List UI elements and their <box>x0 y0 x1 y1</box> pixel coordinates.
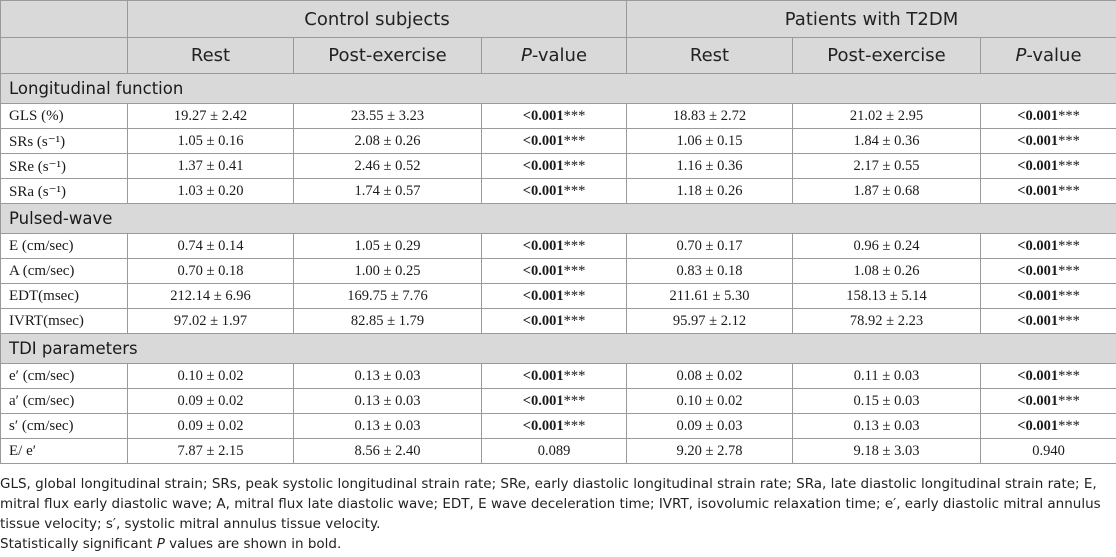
abbreviations-note: GLS, global longitudinal strain; SRs, peak systolic longitudinal strain rate; SRe, early diastolic longitudinal strain rate; SRa, late diastolic longitudinal strain rate; E, mitral flux early diastolic wave; A, mitral flux late diastolic wave; EDT, E wave deceleration time; IVRT, isovolumic relaxation time; e′, early diastolic mitral annulus tissue velocity; s′, systolic mitral annulus tissue velocity. <box>0 476 1101 532</box>
control-post-cell: 0.13 ± 0.03 <box>294 414 482 439</box>
t2dm-rest-cell: 0.70 ± 0.17 <box>627 234 793 259</box>
control-pvalue-cell <box>482 179 627 204</box>
row-label: SRe (s⁻¹) <box>1 154 128 179</box>
header-blank-sub <box>1 38 128 74</box>
p-value: <0.001 <box>522 132 564 149</box>
p-value: <0.001 <box>1017 417 1059 434</box>
header-t2dm-post: Post-exercise <box>793 38 981 74</box>
t2dm-pvalue-cell <box>981 284 1116 309</box>
t2dm-post-cell: 1.84 ± 0.36 <box>793 129 981 154</box>
significance-stars: *** <box>1058 392 1080 409</box>
sig-p: P <box>156 536 165 552</box>
header-control-post: Post-exercise <box>294 38 482 74</box>
t2dm-pvalue-cell <box>981 439 1116 464</box>
p-value: <0.001 <box>1017 182 1059 199</box>
p-value: <0.001 <box>522 312 564 329</box>
p-value: <0.001 <box>1017 367 1059 384</box>
control-rest-cell: 0.09 ± 0.02 <box>128 414 294 439</box>
significance-note <box>0 534 1116 554</box>
t2dm-rest-cell: 0.08 ± 0.02 <box>627 364 793 389</box>
t2dm-pvalue-cell <box>981 364 1116 389</box>
significance-stars: *** <box>563 262 586 279</box>
control-rest-cell: 19.27 ± 2.42 <box>128 104 294 129</box>
p-value: <0.001 <box>1017 107 1059 124</box>
table-row <box>1 104 1116 129</box>
t2dm-pvalue-cell <box>981 104 1116 129</box>
header-control-pvalue <box>482 38 627 74</box>
control-post-cell: 0.13 ± 0.03 <box>294 389 482 414</box>
control-rest-cell: 0.74 ± 0.14 <box>128 234 294 259</box>
p-value: <0.001 <box>1017 237 1059 254</box>
section-heading: Pulsed-wave <box>1 204 1116 234</box>
table-row <box>1 129 1116 154</box>
p-value: <0.001 <box>522 182 564 199</box>
significance-stars: *** <box>1058 157 1080 174</box>
significance-stars: *** <box>563 157 586 174</box>
significance-stars: *** <box>563 417 586 434</box>
table-row <box>1 309 1116 334</box>
significance-stars: *** <box>563 132 586 149</box>
significance-stars: *** <box>1058 417 1080 434</box>
t2dm-post-cell: 21.02 ± 2.95 <box>793 104 981 129</box>
t2dm-pvalue-cell <box>981 389 1116 414</box>
control-rest-cell: 0.09 ± 0.02 <box>128 389 294 414</box>
control-post-cell: 1.00 ± 0.25 <box>294 259 482 284</box>
t2dm-rest-cell: 211.61 ± 5.30 <box>627 284 793 309</box>
control-rest-cell: 1.05 ± 0.16 <box>128 129 294 154</box>
p-value: <0.001 <box>1017 392 1059 409</box>
p-value: 0.940 <box>1032 442 1065 459</box>
control-post-cell: 82.85 ± 1.79 <box>294 309 482 334</box>
control-pvalue-cell <box>482 104 627 129</box>
control-pvalue-cell <box>482 234 627 259</box>
control-pvalue-cell <box>482 284 627 309</box>
significance-stars: *** <box>563 367 586 384</box>
row-label: E (cm/sec) <box>1 234 128 259</box>
t2dm-post-cell: 1.87 ± 0.68 <box>793 179 981 204</box>
t2dm-rest-cell: 1.18 ± 0.26 <box>627 179 793 204</box>
significance-stars: *** <box>1058 367 1080 384</box>
control-pvalue-cell <box>482 439 627 464</box>
control-pvalue-cell <box>482 154 627 179</box>
row-label: e′ (cm/sec) <box>1 364 128 389</box>
section-heading: Longitudinal function <box>1 74 1116 104</box>
significance-stars: *** <box>563 287 586 304</box>
p-value: <0.001 <box>522 392 564 409</box>
header-blank <box>1 1 128 38</box>
p-value: <0.001 <box>522 107 564 124</box>
t2dm-post-cell: 2.17 ± 0.55 <box>793 154 981 179</box>
table-row <box>1 179 1116 204</box>
control-pvalue-cell <box>482 389 627 414</box>
table-footnote <box>0 464 1116 554</box>
control-rest-cell: 1.03 ± 0.20 <box>128 179 294 204</box>
header-control-rest: Rest <box>128 38 294 74</box>
control-post-cell: 1.05 ± 0.29 <box>294 234 482 259</box>
p-value: <0.001 <box>1017 287 1059 304</box>
significance-stars: *** <box>1058 237 1080 254</box>
significance-stars: *** <box>1058 262 1080 279</box>
row-label: SRa (s⁻¹) <box>1 179 128 204</box>
control-rest-cell: 0.70 ± 0.18 <box>128 259 294 284</box>
control-pvalue-cell <box>482 129 627 154</box>
p-value: <0.001 <box>522 417 564 434</box>
row-label: A (cm/sec) <box>1 259 128 284</box>
control-post-cell: 2.46 ± 0.52 <box>294 154 482 179</box>
table-row <box>1 259 1116 284</box>
row-label: E/ e′ <box>1 439 128 464</box>
control-rest-cell: 7.87 ± 2.15 <box>128 439 294 464</box>
control-rest-cell: 1.37 ± 0.41 <box>128 154 294 179</box>
p-value: <0.001 <box>522 157 564 174</box>
t2dm-rest-cell: 9.20 ± 2.78 <box>627 439 793 464</box>
significance-stars: *** <box>563 182 586 199</box>
control-rest-cell: 97.02 ± 1.97 <box>128 309 294 334</box>
t2dm-post-cell: 78.92 ± 2.23 <box>793 309 981 334</box>
control-post-cell: 8.56 ± 2.40 <box>294 439 482 464</box>
row-label: EDT(msec) <box>1 284 128 309</box>
t2dm-rest-cell: 95.97 ± 2.12 <box>627 309 793 334</box>
significance-stars: *** <box>563 392 586 409</box>
sig-prefix: Statistically significant <box>0 536 157 552</box>
control-post-cell: 2.08 ± 0.26 <box>294 129 482 154</box>
t2dm-pvalue-cell <box>981 309 1116 334</box>
header-t2dm-rest: Rest <box>627 38 793 74</box>
control-rest-cell: 212.14 ± 6.96 <box>128 284 294 309</box>
t2dm-rest-cell: 18.83 ± 2.72 <box>627 104 793 129</box>
significance-stars: *** <box>1058 312 1080 329</box>
table-row <box>1 439 1116 464</box>
t2dm-pvalue-cell <box>981 154 1116 179</box>
row-label: SRs (s⁻¹) <box>1 129 128 154</box>
t2dm-rest-cell: 0.09 ± 0.03 <box>627 414 793 439</box>
t2dm-rest-cell: 1.06 ± 0.15 <box>627 129 793 154</box>
t2dm-rest-cell: 0.10 ± 0.02 <box>627 389 793 414</box>
table-row <box>1 284 1116 309</box>
control-rest-cell: 0.10 ± 0.02 <box>128 364 294 389</box>
t2dm-pvalue-cell <box>981 234 1116 259</box>
p-value: <0.001 <box>522 367 564 384</box>
table-row <box>1 364 1116 389</box>
t2dm-post-cell: 0.11 ± 0.03 <box>793 364 981 389</box>
control-pvalue-cell <box>482 309 627 334</box>
control-pvalue-cell <box>482 414 627 439</box>
header-group-control: Control subjects <box>128 1 627 38</box>
t2dm-pvalue-cell <box>981 259 1116 284</box>
p-value: <0.001 <box>522 262 564 279</box>
control-post-cell: 23.55 ± 3.23 <box>294 104 482 129</box>
significance-stars: *** <box>563 312 586 329</box>
significance-stars: *** <box>563 107 586 124</box>
p-italic: P <box>520 45 532 66</box>
significance-stars: *** <box>1058 287 1080 304</box>
control-post-cell: 1.74 ± 0.57 <box>294 179 482 204</box>
table-row <box>1 234 1116 259</box>
control-pvalue-cell <box>482 259 627 284</box>
p-suffix: -value <box>531 45 588 66</box>
p-value: 0.089 <box>537 442 571 459</box>
significance-stars: *** <box>1058 182 1080 199</box>
t2dm-pvalue-cell <box>981 129 1116 154</box>
p-value: <0.001 <box>522 287 564 304</box>
control-pvalue-cell <box>482 364 627 389</box>
table-row <box>1 414 1116 439</box>
row-label: s′ (cm/sec) <box>1 414 128 439</box>
p-italic: P <box>1015 45 1027 66</box>
significance-stars: *** <box>1058 107 1080 124</box>
t2dm-post-cell: 0.96 ± 0.24 <box>793 234 981 259</box>
p-value: <0.001 <box>1017 157 1059 174</box>
t2dm-post-cell: 158.13 ± 5.14 <box>793 284 981 309</box>
row-label: a′ (cm/sec) <box>1 389 128 414</box>
t2dm-post-cell: 0.15 ± 0.03 <box>793 389 981 414</box>
p-suffix: -value <box>1026 45 1082 66</box>
table-row <box>1 389 1116 414</box>
t2dm-rest-cell: 0.83 ± 0.18 <box>627 259 793 284</box>
p-value: <0.001 <box>1017 312 1059 329</box>
significance-stars: *** <box>1058 132 1080 149</box>
p-value: <0.001 <box>522 237 564 254</box>
t2dm-post-cell: 9.18 ± 3.03 <box>793 439 981 464</box>
p-value: <0.001 <box>1017 262 1059 279</box>
control-post-cell: 0.13 ± 0.03 <box>294 364 482 389</box>
t2dm-pvalue-cell <box>981 179 1116 204</box>
header-t2dm-pvalue <box>981 38 1116 74</box>
t2dm-rest-cell: 1.16 ± 0.36 <box>627 154 793 179</box>
row-label: IVRT(msec) <box>1 309 128 334</box>
header-group-t2dm: Patients with T2DM <box>627 1 1116 38</box>
sig-rest: values are shown in bold. <box>164 536 342 552</box>
section-heading: TDI parameters <box>1 334 1116 364</box>
significance-stars: *** <box>563 237 586 254</box>
table-row <box>1 154 1116 179</box>
row-label: GLS (%) <box>1 104 128 129</box>
t2dm-pvalue-cell <box>981 414 1116 439</box>
control-post-cell: 169.75 ± 7.76 <box>294 284 482 309</box>
t2dm-post-cell: 0.13 ± 0.03 <box>793 414 981 439</box>
p-value: <0.001 <box>1017 132 1059 149</box>
t2dm-post-cell: 1.08 ± 0.26 <box>793 259 981 284</box>
